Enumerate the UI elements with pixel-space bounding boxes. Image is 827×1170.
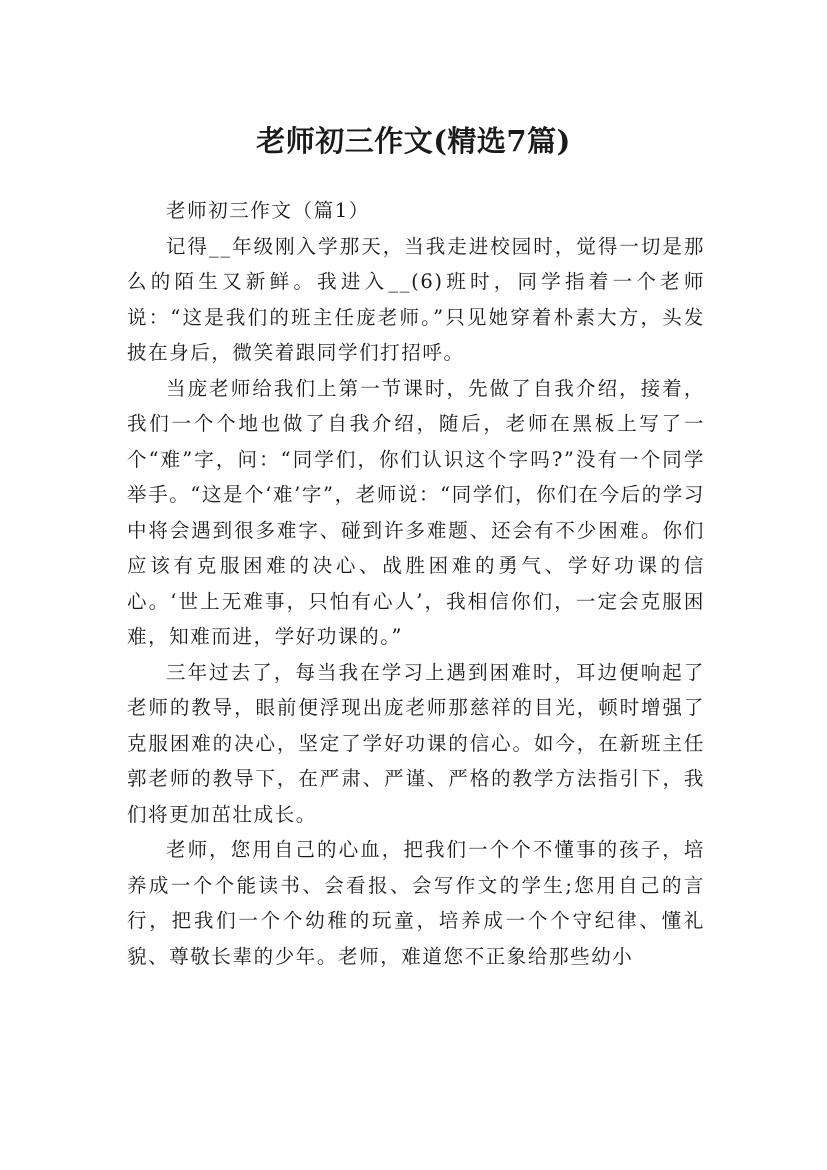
- paragraph-4: 老师，您用自己的心血，把我们一个个不懂事的孩子，培养成一个个能读书、会看报、会写作文的学生;您用自己的言行，把我们一个个幼稚的玩童，培养成一个个守纪律、懂礼貌、尊敬长辈的少年。老师，难道您不正象给那些幼小: [127, 838, 705, 968]
- document-body: [127, 193, 705, 974]
- paragraph-3: 三年过去了，每当我在学习上遇到困难时，耳边便响起了老师的教导，眼前便浮现出庞老师那慈祥的目光，顿时增强了克服困难的决心，坚定了学好功课的信心。如今，在新班主任郭老师的教导下，在严肃、严谨、严格的教学方法指引下，我们将更加茁壮成长。: [127, 660, 705, 826]
- document-title: 老师初三作文(精选7篇): [256, 124, 571, 159]
- section-heading: 老师初三作文（篇1）: [166, 199, 370, 222]
- paragraph-2: 当庞老师给我们上第一节课时，先做了自我介绍，接着，我们一个个地也做了自我介绍，随后，老师在黑板上写了一个“难”字，问：“同学们，你们认识这个字吗?”没有一个同学举手。“这是个‘难’字”，老师说：“同学们，你们在今后的学习中将会遇到很多难字、碰到许多难题、还会有不少困难。你们应该有克服困难的决心、战胜困难的勇气、学好功课的信心。‘世上无难事，只怕有心人’，我相信你们，一定会克服困难，知难而进，学好功课的。”: [127, 376, 705, 648]
- paragraph-1: 记得__年级刚入学那天，当我走进校园时，觉得一切是那么的陌生又新鲜。我进入__(6)班时，同学指着一个老师说：“这是我们的班主任庞老师。”只见她穿着朴素大方，头发披在身后，微笑着跟同学们打招呼。: [127, 234, 705, 364]
